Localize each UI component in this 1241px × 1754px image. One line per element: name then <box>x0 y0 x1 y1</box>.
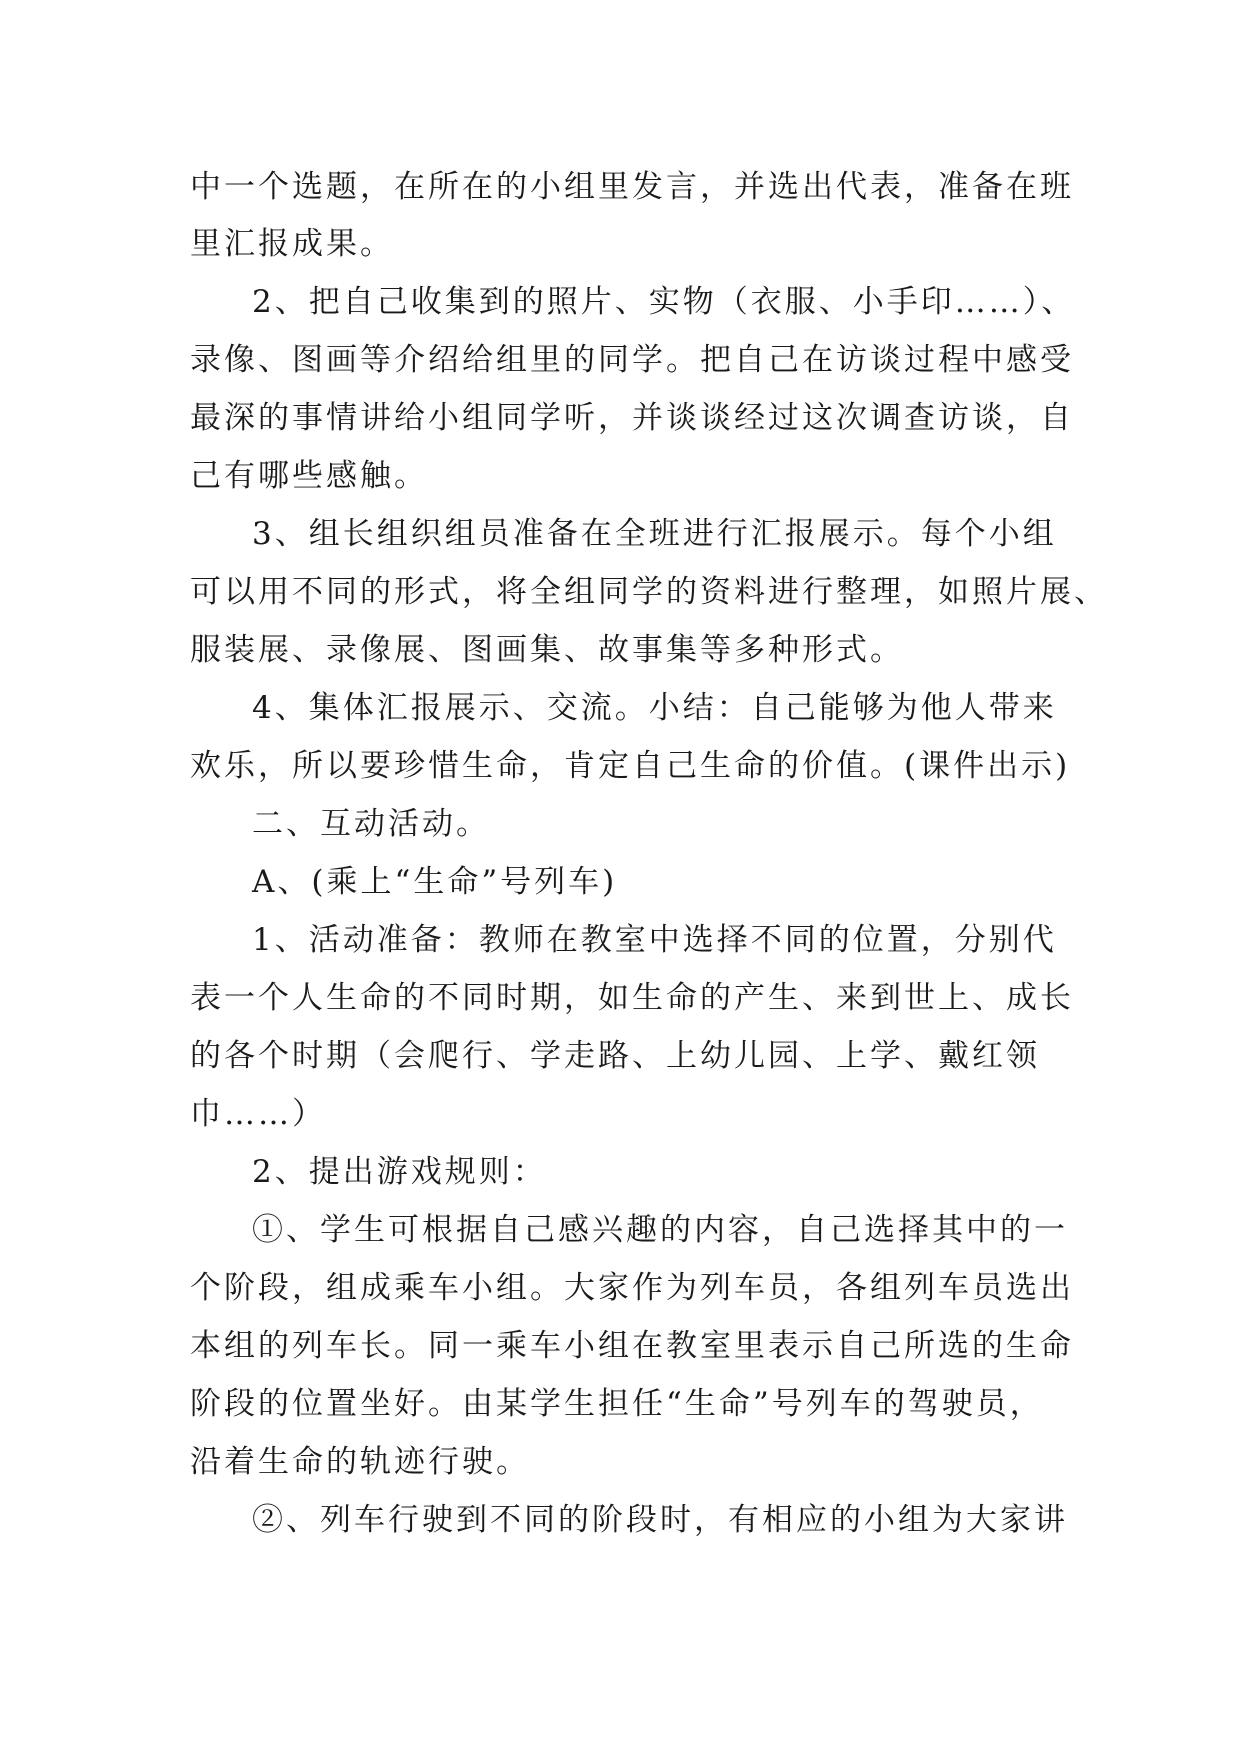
text-line: 录像、图画等介绍给组里的同学。把自己在访谈过程中感受 <box>190 342 1074 378</box>
text-line: 1、活动准备：教师在教室中选择不同的位置，分别代 <box>252 922 1057 958</box>
text-line: ②、列车行驶到不同的阶段时，有相应的小组为大家讲 <box>252 1502 1068 1538</box>
text-line: 3、组长组织组员准备在全班进行汇报展示。每个小组 <box>252 516 1057 552</box>
text-line: 本组的列车长。同一乘车小组在教室里表示自己所选的生命 <box>190 1328 1074 1364</box>
text-line: 个阶段，组成乘车小组。大家作为列车员，各组列车员选出 <box>190 1270 1074 1306</box>
text-line: ①、学生可根据自己感兴趣的内容，自己选择其中的一 <box>252 1212 1068 1248</box>
activity-heading: A、(乘上“生命”号列车) <box>252 864 618 900</box>
text-line: 欢乐，所以要珍惜生命，肯定自己生命的价值。(课件出示) <box>190 748 1071 784</box>
section-heading: 二、互动活动。 <box>252 806 490 842</box>
text-line: 2、把自己收集到的照片、实物（衣服、小手印……）、 <box>252 284 1076 320</box>
text-line: 可以用不同的形式，将全组同学的资料进行整理，如照片展、 <box>190 574 1108 610</box>
text-line: 里汇报成果。 <box>190 226 394 262</box>
text-line: 沿着生命的轨迹行驶。 <box>190 1444 530 1480</box>
text-line: 最深的事情讲给小组同学听，并谈谈经过这次调查访谈，自 <box>190 400 1074 436</box>
text-line: 己有哪些感触。 <box>190 458 428 494</box>
text-line: 2、提出游戏规则： <box>252 1154 547 1190</box>
text-line: 的各个时期（会爬行、学走路、上幼儿园、上学、戴红领 <box>190 1038 1040 1074</box>
text-line: 服装展、录像展、图画集、故事集等多种形式。 <box>190 632 904 668</box>
text-line: 4、集体汇报展示、交流。小结：自己能够为他人带来 <box>252 690 1057 726</box>
text-line: 阶段的位置坐好。由某学生担任“生命”号列车的驾驶员， <box>190 1386 1044 1422</box>
text-line: 表一个人生命的不同时期，如生命的产生、来到世上、成长 <box>190 980 1074 1016</box>
text-line: 中一个选题，在所在的小组里发言，并选出代表，准备在班 <box>190 169 1074 205</box>
text-line: 巾……） <box>190 1096 326 1132</box>
